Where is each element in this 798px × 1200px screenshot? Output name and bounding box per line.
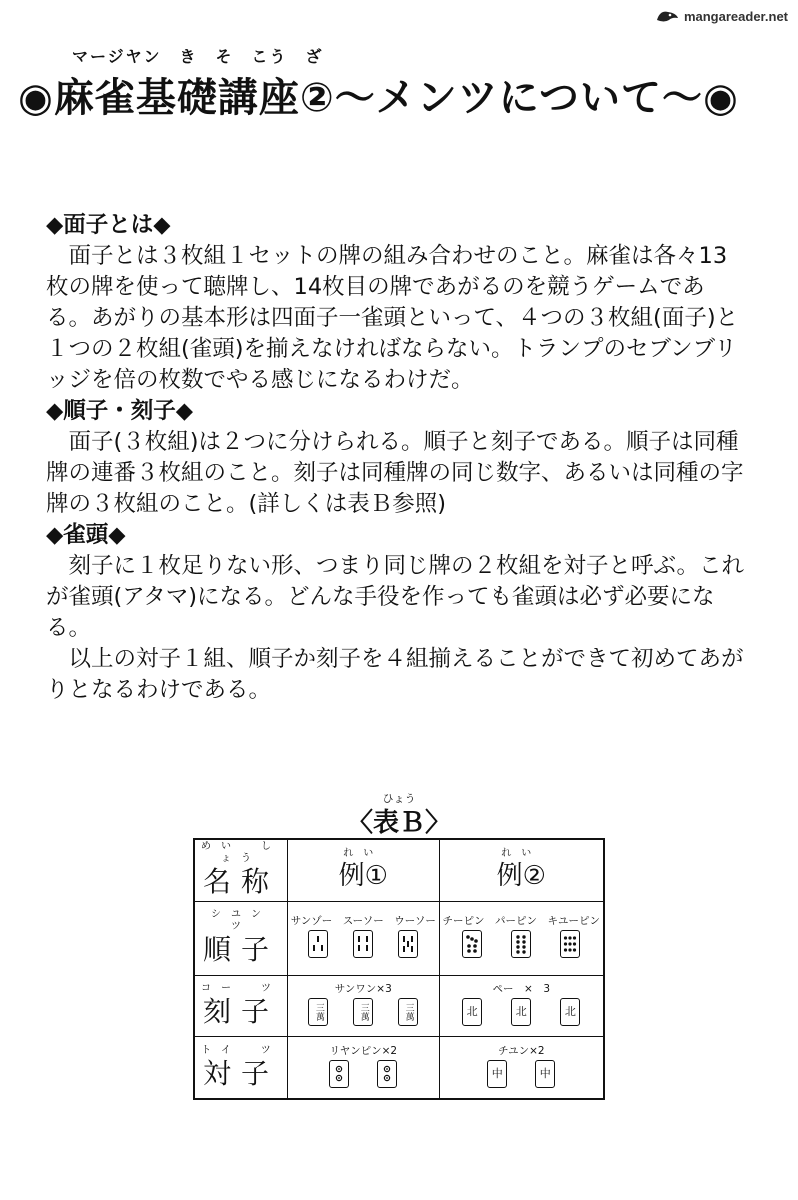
meld-table — [193, 838, 605, 1100]
tile-group — [440, 996, 603, 1030]
table-caption-text: 〈表Ｂ〉 — [346, 808, 451, 838]
example-label: チユン×2 — [498, 1044, 545, 1057]
header-ex2: 例② — [496, 861, 546, 892]
watermark — [654, 8, 788, 24]
row-name: 対子 — [202, 1056, 279, 1090]
example-label: リヤンピン×2 — [329, 1044, 398, 1057]
north-wind-tile-icon: 北 — [560, 998, 580, 1026]
example1-cell — [288, 1037, 440, 1099]
title-ruby: マージヤン き そ こう ざ — [72, 47, 324, 66]
circle-7-tile-icon — [462, 930, 482, 958]
north-wind-tile-icon: 北 — [462, 998, 482, 1026]
section-heading: ◆順子・刻子◆ — [46, 398, 194, 424]
example-label: サンワン×3 — [334, 982, 392, 995]
header-ex1-ruby: れい — [343, 848, 384, 860]
table-caption-ruby: ひょう — [382, 792, 416, 805]
character-3-tile-icon: 三萬 — [398, 998, 418, 1026]
section-paragraph: 以上の対子１組、順子か刻子を４組揃えることができて初めてあがりとなるわけである。 — [46, 646, 744, 703]
header-name: 名称 — [202, 865, 279, 899]
tile-group — [440, 1058, 603, 1092]
tile-group — [288, 928, 439, 962]
row-ruby: トイ ツ — [201, 1044, 281, 1056]
red-dragon-tile-icon: 中 — [535, 1060, 555, 1088]
example1-cell — [288, 901, 440, 975]
header-name-ruby: めい しょう — [201, 841, 281, 865]
red-dragon-tile-icon: 中 — [487, 1060, 507, 1088]
table-caption — [0, 790, 798, 839]
tile-group — [440, 928, 603, 962]
table-row — [194, 975, 604, 1037]
section-heading: ◆面子とは◆ — [46, 212, 171, 238]
row-name: 順子 — [202, 933, 279, 967]
circle-2-tile-icon — [329, 1060, 349, 1088]
tile-group — [288, 996, 439, 1030]
table-header-row — [194, 839, 604, 901]
table-row — [194, 1037, 604, 1099]
article-body — [46, 210, 746, 706]
character-3-tile-icon: 三萬 — [308, 998, 328, 1026]
bamboo-4-tile-icon — [353, 930, 373, 958]
tile-group — [288, 1058, 439, 1092]
example2-cell — [439, 975, 604, 1037]
example-label: チーピン パーピン キユーピン — [442, 915, 601, 928]
header-ex2-cell — [439, 839, 604, 901]
character-3-tile-icon: 三萬 — [353, 998, 373, 1026]
example1-cell — [288, 975, 440, 1037]
row-name-cell — [194, 975, 288, 1037]
row-ruby: コー ツ — [201, 982, 281, 994]
north-wind-tile-icon: 北 — [511, 998, 531, 1026]
section-heading: ◆雀頭◆ — [46, 522, 126, 548]
row-name-cell — [194, 1037, 288, 1099]
section-paragraph: 面子(３枚組)は２つに分けられる。順子と刻子である。順子は同種牌の連番３枚組のこと。刻子は同種牌の同じ数字、あるいは同種の字牌の３枚組のこと。(詳しくは表Ｂ参照) — [46, 429, 744, 517]
table-row — [194, 901, 604, 975]
row-name: 刻子 — [202, 994, 279, 1028]
ghost-logo-icon — [654, 8, 680, 24]
bamboo-5-tile-icon — [398, 930, 418, 958]
header-ex2-ruby: れい — [501, 848, 542, 860]
circle-2-tile-icon — [377, 1060, 397, 1088]
bamboo-3-tile-icon — [308, 930, 328, 958]
example2-cell — [439, 901, 604, 975]
row-ruby: シユン ツ — [211, 909, 291, 933]
watermark-text: mangareader.net — [683, 8, 788, 24]
header-ex1-cell — [288, 839, 440, 901]
header-name-cell — [194, 839, 288, 901]
circle-9-tile-icon — [560, 930, 580, 958]
page-title: ◉麻雀基礎講座②〜メンツについて〜◉ — [18, 75, 739, 121]
example-label: サンゾー スーソー ウーソー — [290, 915, 436, 928]
section-paragraph: 刻子に１枚足りない形、つまり同じ牌の２枚組を対子と呼ぶ。これが雀頭(アタマ)になる。どんな手役を作っても雀頭は必ず必要になる。 — [46, 553, 744, 641]
header-ex1: 例① — [338, 861, 388, 892]
row-name-cell — [194, 901, 291, 975]
example-label: ペー × 3 — [492, 982, 551, 995]
section-paragraph: 面子とは３枚組１セットの牌の組み合わせのこと。麻雀は各々13枚の牌を使って聴牌し、14枚目の牌であがるのを競うゲームである。あがりの基本形は四面子一雀頭といって、４つの３枚組(面子)と１つの２枚組(雀頭)を揃えなければならない。トランプのセブンブリッジを倍の枚数でやる感じになるわけだ。 — [46, 243, 739, 393]
circle-8-tile-icon — [511, 930, 531, 958]
example2-cell — [439, 1037, 604, 1099]
